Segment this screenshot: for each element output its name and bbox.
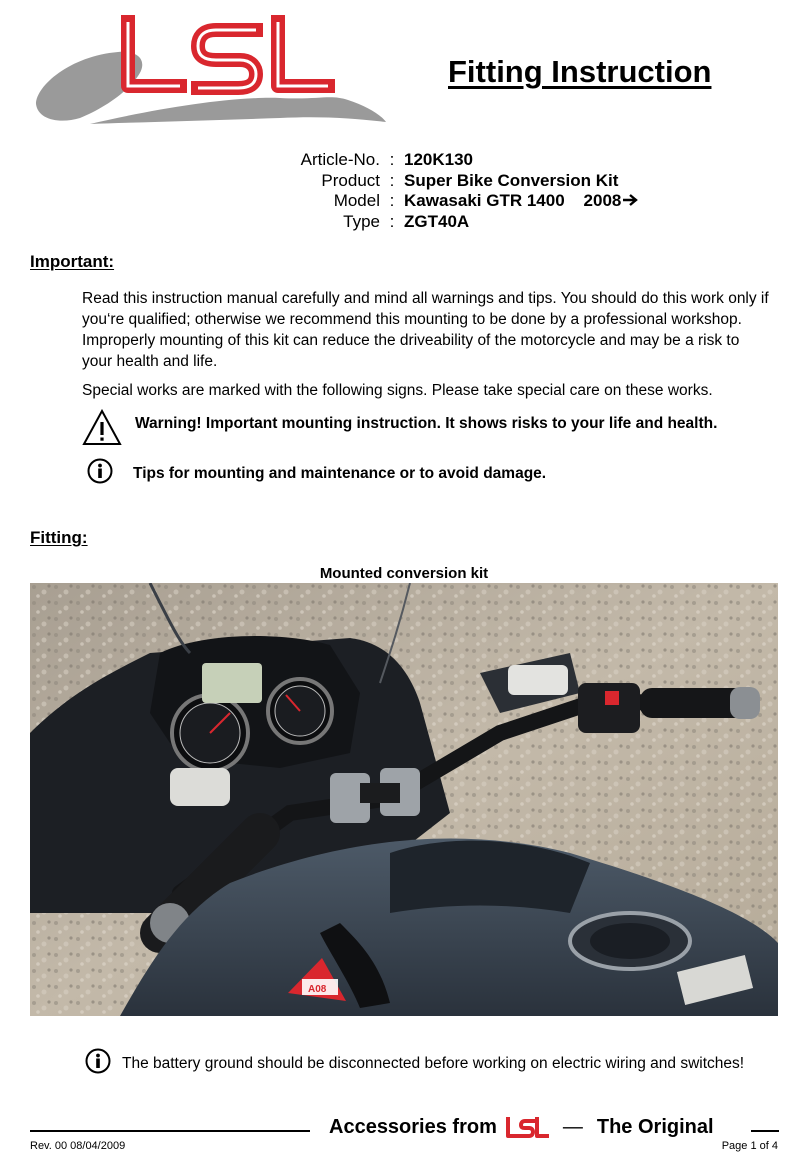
fitting-heading: Fitting: bbox=[30, 528, 88, 547]
article-row bbox=[230, 191, 638, 212]
tagline-dash: — bbox=[562, 1116, 583, 1138]
right-arrow-icon bbox=[622, 194, 638, 206]
footer-rule bbox=[751, 1130, 779, 1132]
article-row bbox=[230, 171, 638, 192]
revision-date: Rev. 00 08/04/2009 bbox=[30, 1140, 126, 1152]
type-label: Type bbox=[343, 211, 380, 231]
info-circle-icon bbox=[85, 1048, 111, 1074]
info-circle-icon bbox=[87, 458, 113, 484]
type-value: ZGT40A bbox=[404, 211, 470, 231]
product-value: Super Bike Conversion Kit bbox=[404, 170, 619, 190]
tips-text: Tips for mounting and maintenance or to avoid damage. bbox=[133, 465, 547, 482]
important-paragraph: Read this instruction manual carefully and mind all warnings and tips. You should do this work only if you‘re qualified; otherwise we recommend this mounting to be done by a professional workshop. Improperly mounting of this kit can reduce the driveability of the motorcycle and may be a risk to your health and life. bbox=[82, 290, 769, 370]
article-separator: : bbox=[389, 191, 395, 210]
article-number: 120K130 bbox=[404, 150, 474, 169]
lsl-mini-logo bbox=[505, 1117, 549, 1139]
page-number: Page 1 of 4 bbox=[721, 1140, 778, 1152]
battery-note: The battery ground should be disconnected before working on electric wiring and switches! bbox=[122, 1055, 745, 1072]
motorcycle-photo bbox=[30, 583, 778, 1016]
important-heading: Important: bbox=[30, 252, 115, 271]
footer-tagline bbox=[329, 1116, 714, 1139]
product-label: Product bbox=[321, 170, 380, 190]
warning-text: Warning! Important mounting instruction. It shows risks to your life and health. bbox=[135, 415, 718, 432]
lsl-logo bbox=[30, 14, 390, 136]
article-row bbox=[230, 212, 638, 233]
footer-rule bbox=[30, 1130, 310, 1132]
article-separator: : bbox=[389, 150, 395, 169]
article-row bbox=[230, 150, 638, 171]
special-works-paragraph: Special works are marked with the following signs. Please take special care on these works. bbox=[82, 382, 713, 399]
page-title: Fitting Instruction bbox=[448, 54, 712, 89]
article-separator: : bbox=[389, 211, 395, 231]
model-value bbox=[404, 191, 638, 212]
model-text: Kawasaki GTR 1400 2008 bbox=[404, 191, 622, 210]
photo-plate-text: A08 bbox=[308, 984, 327, 995]
article-label: Article-No. bbox=[300, 150, 380, 169]
photo-caption: Mounted conversion kit bbox=[319, 565, 489, 582]
article-details bbox=[230, 150, 638, 232]
tagline-right: The Original bbox=[596, 1116, 714, 1138]
model-label: Model bbox=[333, 191, 380, 210]
article-separator: : bbox=[389, 170, 395, 190]
warning-triangle-icon bbox=[82, 409, 122, 446]
tagline-left: Accessories from bbox=[329, 1116, 497, 1138]
